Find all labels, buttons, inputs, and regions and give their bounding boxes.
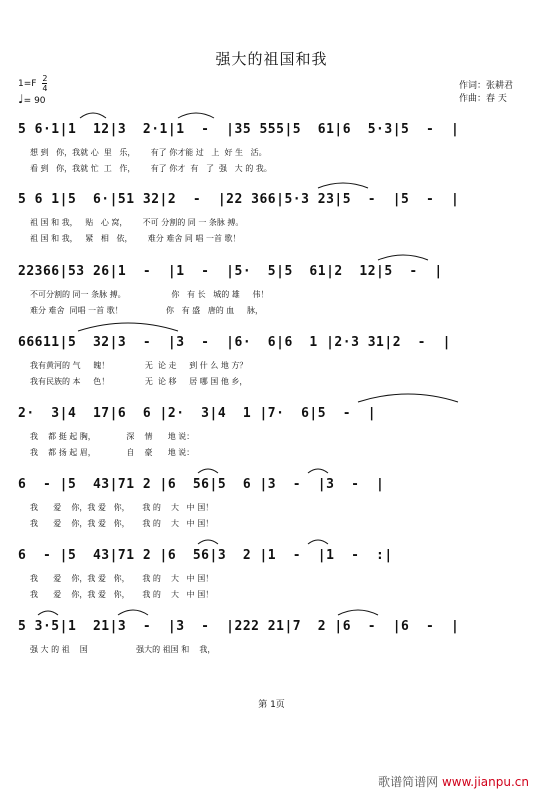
lyric-verse-2: 难分 难舍 同唱 一首 歌！ 你 有 盛 唐的 血 脉，: [30, 306, 264, 315]
key-signature: [18, 74, 47, 93]
lyric-verse-1: 不可分割的 同一 条脉 搏。 你 有 长 城的 雄 伟！: [30, 290, 269, 299]
lyric-verse-2: 我 爱 你，我 爱 你， 我 的 大 中 国！: [30, 519, 214, 528]
notation-line: 5 3·5|1 21|3 - |3 - |222 21|7 2 |6 - |6 - |: [18, 619, 460, 634]
notation-line: 22366|53 26|1 - |1 - |5· 5|5 61|2 12|5 - |: [18, 264, 443, 279]
song-title: 强大的祖国和我: [215, 50, 328, 68]
watermark: [378, 773, 529, 790]
lyric-verse-2: 我 都 扬 起 眉， 自 豪 地 说：: [30, 448, 195, 457]
composer: 作曲：春 天: [458, 94, 507, 104]
notation-line: 2· 3|4 17|6 6 |2· 3|4 1 |7· 6|5 - |: [18, 406, 377, 421]
lyric-verse-2: 我 爱 你，我 爱 你， 我 的 大 中 国！: [30, 590, 214, 599]
time-signature: [42, 74, 47, 93]
lyricist: 作词：张耕君: [458, 81, 513, 91]
quarter-note-icon: ♩: [18, 92, 24, 106]
tempo-value: = 90: [23, 96, 46, 106]
watermark-text: 歌谱简谱网: [378, 775, 439, 789]
lyric-verse-2: 看 到 你，我就 忙 工 作， 有了 你才 有 了 强 大 的 我。: [30, 164, 272, 173]
lyric-verse-1: 祖 国 和 我， 贴 心 窝， 不可 分割的 同 一 条脉 搏。: [30, 218, 244, 227]
notation-line: 6 - |5 43|71 2 |6 56|3 2 |1 - |1 - :|: [18, 548, 393, 563]
notation-line: 5 6·1|1 12|3 2·1|1 - |35 555|5 61|6 5·3|5 - |: [18, 122, 460, 137]
lyric-verse-2: 我有民族的 本 色！ 无 论 移 居 哪 国 他 乡，: [30, 377, 248, 386]
notation-line: 6 - |5 43|71 2 |6 56|5 6 |3 - |3 - |: [18, 477, 385, 492]
page-number: 第 1页: [258, 700, 285, 710]
time-signature-bottom: 4: [42, 84, 48, 93]
key-label: 1=F: [18, 79, 37, 89]
lyric-verse-1: 我 爱 你，我 爱 你， 我 的 大 中 国！: [30, 574, 214, 583]
lyric-verse-1: 强 大 的 祖 国 强大的 祖国 和 我，: [30, 645, 216, 654]
notation-line: 5 6 1|5 6·|51 32|2 - |22 366|5·3 23|5 - |5 - |: [18, 192, 460, 207]
lyric-verse-1: 想 到 你，我就 心 里 乐， 有了 你才能 过 上 好 生 活。: [30, 148, 267, 157]
watermark-site: www.jianpu.cn: [441, 775, 529, 789]
lyric-verse-1: 我有黄河的 气 魄！ 无 论 走 到 什 么 地 方？: [30, 361, 248, 370]
lyric-verse-1: 我 都 挺 起 胸， 深 情 地 说：: [30, 432, 195, 441]
notation-line: 66611|5 32|3 - |3 - |6· 6|6 1 |2·3 31|2 - |: [18, 335, 451, 350]
tempo-marking: [18, 92, 46, 106]
lyric-verse-2: 祖 国 和 我， 紧 相 依， 难分 难舍 同 唱 一首 歌！: [30, 234, 241, 243]
lyric-verse-1: 我 爱 你，我 爱 你， 我 的 大 中 国！: [30, 503, 214, 512]
credits: [459, 80, 513, 106]
time-signature-top: 2: [42, 74, 48, 83]
